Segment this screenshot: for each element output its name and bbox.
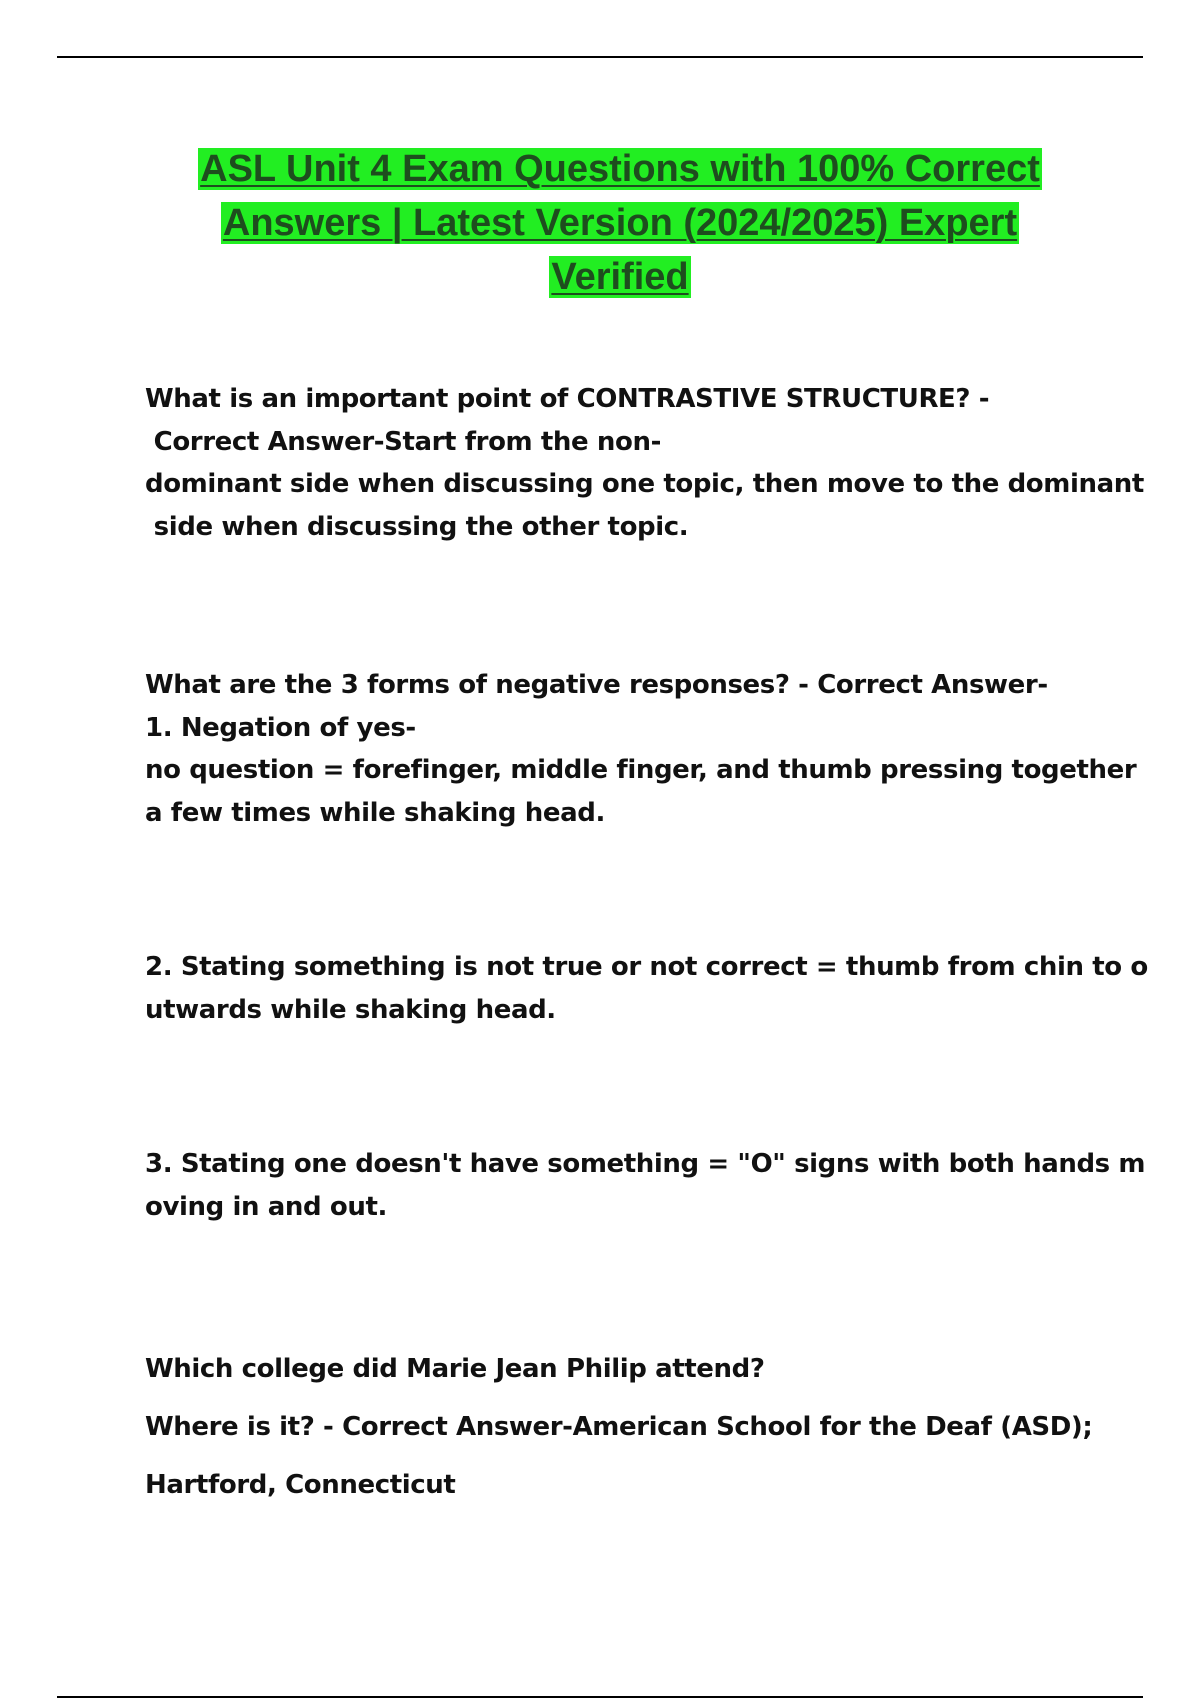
title-line-1: ASL Unit 4 Exam Questions with 100% Correct <box>200 148 1040 190</box>
qa-block-negative-responses <box>145 664 1137 834</box>
answer-text: a few times while shaking head. <box>145 797 605 828</box>
answer-text: no question = forefinger, middle finger, and thumb pressing together <box>145 755 1137 785</box>
answer-text: Hartford, Connecticut <box>145 1470 456 1500</box>
header-rule <box>57 56 1143 58</box>
answer-text: Correct Answer-Start from the non- <box>145 426 661 457</box>
question-text: Where is it? - Correct Answer-American School for the Deaf (ASD); <box>145 1412 1093 1442</box>
answer-text: utwards while shaking head. <box>145 994 556 1025</box>
question-text: What are the 3 forms of negative responses? - Correct Answer- <box>145 670 1048 700</box>
title-line-2: Answers | Latest Version (2024/2025) Expert <box>222 202 1018 244</box>
qa-block-contrastive-structure <box>145 378 1144 548</box>
answer-text: 2. Stating something is not true or not correct = thumb from chin to o <box>145 952 1148 982</box>
answer-text: 1. Negation of yes- <box>145 712 416 743</box>
answer-item-2 <box>145 946 1148 1031</box>
answer-text: 3. Stating one doesn't have something = "O" signs with both hands m <box>145 1149 1146 1179</box>
title-line-3: Verified <box>551 256 689 298</box>
answer-text: side when discussing the other topic. <box>145 511 689 542</box>
answer-text: oving in and out. <box>145 1191 387 1222</box>
question-text: What is an important point of CONTRASTIVE STRUCTURE? - <box>145 384 990 414</box>
footer-rule <box>57 1696 1143 1698</box>
question-text: Which college did Marie Jean Philip attend? <box>145 1354 765 1384</box>
answer-item-3 <box>145 1143 1146 1228</box>
document-title <box>80 142 1160 304</box>
qa-content <box>145 378 1148 1514</box>
answer-text: dominant side when discussing one topic, then move to the dominant <box>145 469 1144 499</box>
qa-block-marie-jean-philip <box>145 1340 1105 1514</box>
